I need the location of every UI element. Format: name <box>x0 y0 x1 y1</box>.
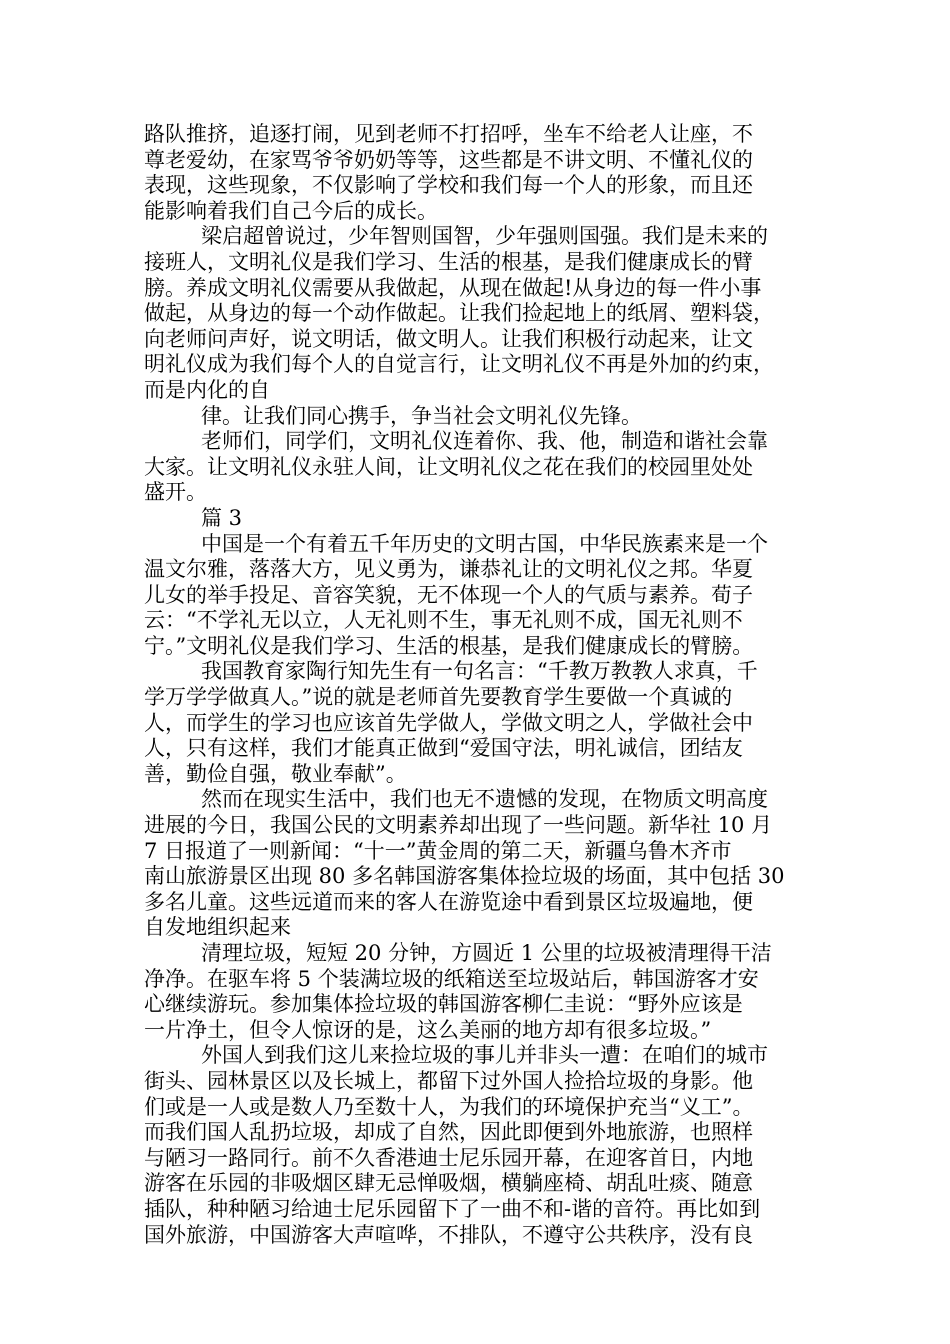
text-line: 自发地组织起来 <box>144 915 291 940</box>
paragraph-first-line: 我国教育家陶行知先生有一句名言：“千教万教教人求真，千 <box>201 659 758 684</box>
text-line: 一片净土，但令人惊讶的是，这么美丽的地方却有很多垃圾。” <box>144 1017 712 1042</box>
text-line: 盛开。 <box>144 480 207 505</box>
paragraph-first-line: 中国是一个有着五千年历史的文明古国，中华民族素来是一个 <box>201 531 768 556</box>
text-line: 云：“不学礼无以立，人无礼则不生，事无礼则不成，国无礼则不 <box>144 608 743 633</box>
text-line: 净净。在驱车将 5 个装满垃圾的纸箱送至垃圾站后，韩国游客才安 <box>144 966 759 991</box>
text-line: 善，勤俭自强，敬业奉献”。 <box>144 761 407 786</box>
text-line: 南山旅游景区出现 80 多名韩国游客集体捡垃圾的场面，其中包括 30 <box>144 864 785 889</box>
document-body <box>144 122 816 1248</box>
text-line: 尊老爱幼，在家骂爷爷奶奶等等，这些都是不讲文明、不懂礼仪的 <box>144 147 753 172</box>
text-line: 能影响着我们自己今后的成长。 <box>144 198 438 223</box>
text-line: 街头、园林景区以及长城上，都留下过外国人捡拾垃圾的身影。他 <box>144 1068 753 1093</box>
text-line: 宁。”文明礼仪是我们学习、生活的根基，是我们健康成长的臂膀。 <box>144 633 754 658</box>
text-line: 游客在乐园的非吸烟区肆无忌惮吸烟，横躺座椅、胡乱吐痰、随意 <box>144 1171 753 1196</box>
text-line: 向老师问声好，说文明话，做文明人。让我们积极行动起来，让文 <box>144 326 753 351</box>
text-line: 7 日报道了一则新闻：“十一”黄金周的第二天，新疆乌鲁木齐市 <box>144 838 732 863</box>
text-line: 多名儿童。这些远道而来的客人在游览途中看到景区垃圾遍地，便 <box>144 889 753 914</box>
text-line: 温文尔雅，落落大方，见义勇为，谦恭礼让的文明礼仪之邦。华夏 <box>144 557 753 582</box>
text-line: 学万学学做真人。”说的就是老师首先要教育学生要做一个真诚的 <box>144 685 733 710</box>
text-line: 明礼仪成为我们每个人的自觉言行，让文明礼仪不再是外加的约束， <box>144 352 774 377</box>
text-line: 而是内化的自 <box>144 377 270 402</box>
paragraph-first-line: 律。让我们同心携手，争当社会文明礼仪先锋。 <box>201 403 642 428</box>
text-line: 路队推挤，追逐打闹，见到老师不打招呼，坐车不给老人让座，不 <box>144 122 753 146</box>
text-line: 而我们国人乱扔垃圾，却成了自然，因此即便到外地旅游，也照样 <box>144 1120 753 1145</box>
text-line: 儿女的举手投足、音容笑貌，无不体现一个人的气质与素养。荀子 <box>144 582 753 607</box>
text-line: 们或是一人或是数人乃至数十人，为我们的环境保护充当“义工”。 <box>144 1094 754 1119</box>
paragraph-first-line: 清理垃圾，短短 20 分钟，方圆近 1 公里的垃圾被清理得干洁 <box>201 941 772 965</box>
paragraph-first-line: 梁启超曾说过，少年智则国智，少年强则国强。我们是未来的 <box>201 224 768 249</box>
text-line: 人，只有这样，我们才能真正做到“爱国守法，明礼诚信，团结友 <box>144 736 743 761</box>
text-line: 表现，这些现象，不仅影响了学校和我们每一个人的形象，而且还 <box>144 173 753 198</box>
paragraph-first-line: 老师们，同学们，文明礼仪连着你、我、他，制造和谐社会靠 <box>201 429 768 454</box>
text-line: 人，而学生的学习也应该首先学做人，学做文明之人，学做社会中 <box>144 710 753 735</box>
text-line: 做起，从身边的每一个动作做起。让我们捡起地上的纸屑、塑料袋， <box>144 301 774 326</box>
text-line: 国外旅游，中国游客大声喧哗，不排队，不遵守公共秩序，没有良 <box>144 1222 753 1247</box>
paragraph-first-line: 篇 3 <box>201 505 243 530</box>
text-line: 进展的今日，我国公民的文明素养却出现了一些问题。新华社 10 月 <box>144 813 773 838</box>
text-line: 心继续游玩。参加集体捡垃圾的韩国游客柳仁圭说：“野外应该是 <box>144 992 743 1017</box>
text-line: 接班人，文明礼仪是我们学习、生活的根基，是我们健康成长的臂 <box>144 249 753 274</box>
text-line: 膀。养成文明礼仪需要从我做起，从现在做起!从身边的每一件小事 <box>144 275 762 300</box>
paragraph-first-line: 外国人到我们这儿来捡垃圾的事儿并非头一遭：在咱们的城市 <box>201 1043 768 1068</box>
text-line: 与陋习一路同行。前不久香港迪士尼乐园开幕，在迎客首日，内地 <box>144 1145 753 1170</box>
text-line: 插队，种种陋习给迪士尼乐园留下了一曲不和-谐的音符。再比如到 <box>144 1196 761 1221</box>
paragraph-first-line: 然而在现实生活中，我们也无不遗憾的发现，在物质文明高度 <box>201 787 768 812</box>
text-line: 大家。让文明礼仪永驻人间，让文明礼仪之花在我们的校园里处处 <box>144 454 753 479</box>
